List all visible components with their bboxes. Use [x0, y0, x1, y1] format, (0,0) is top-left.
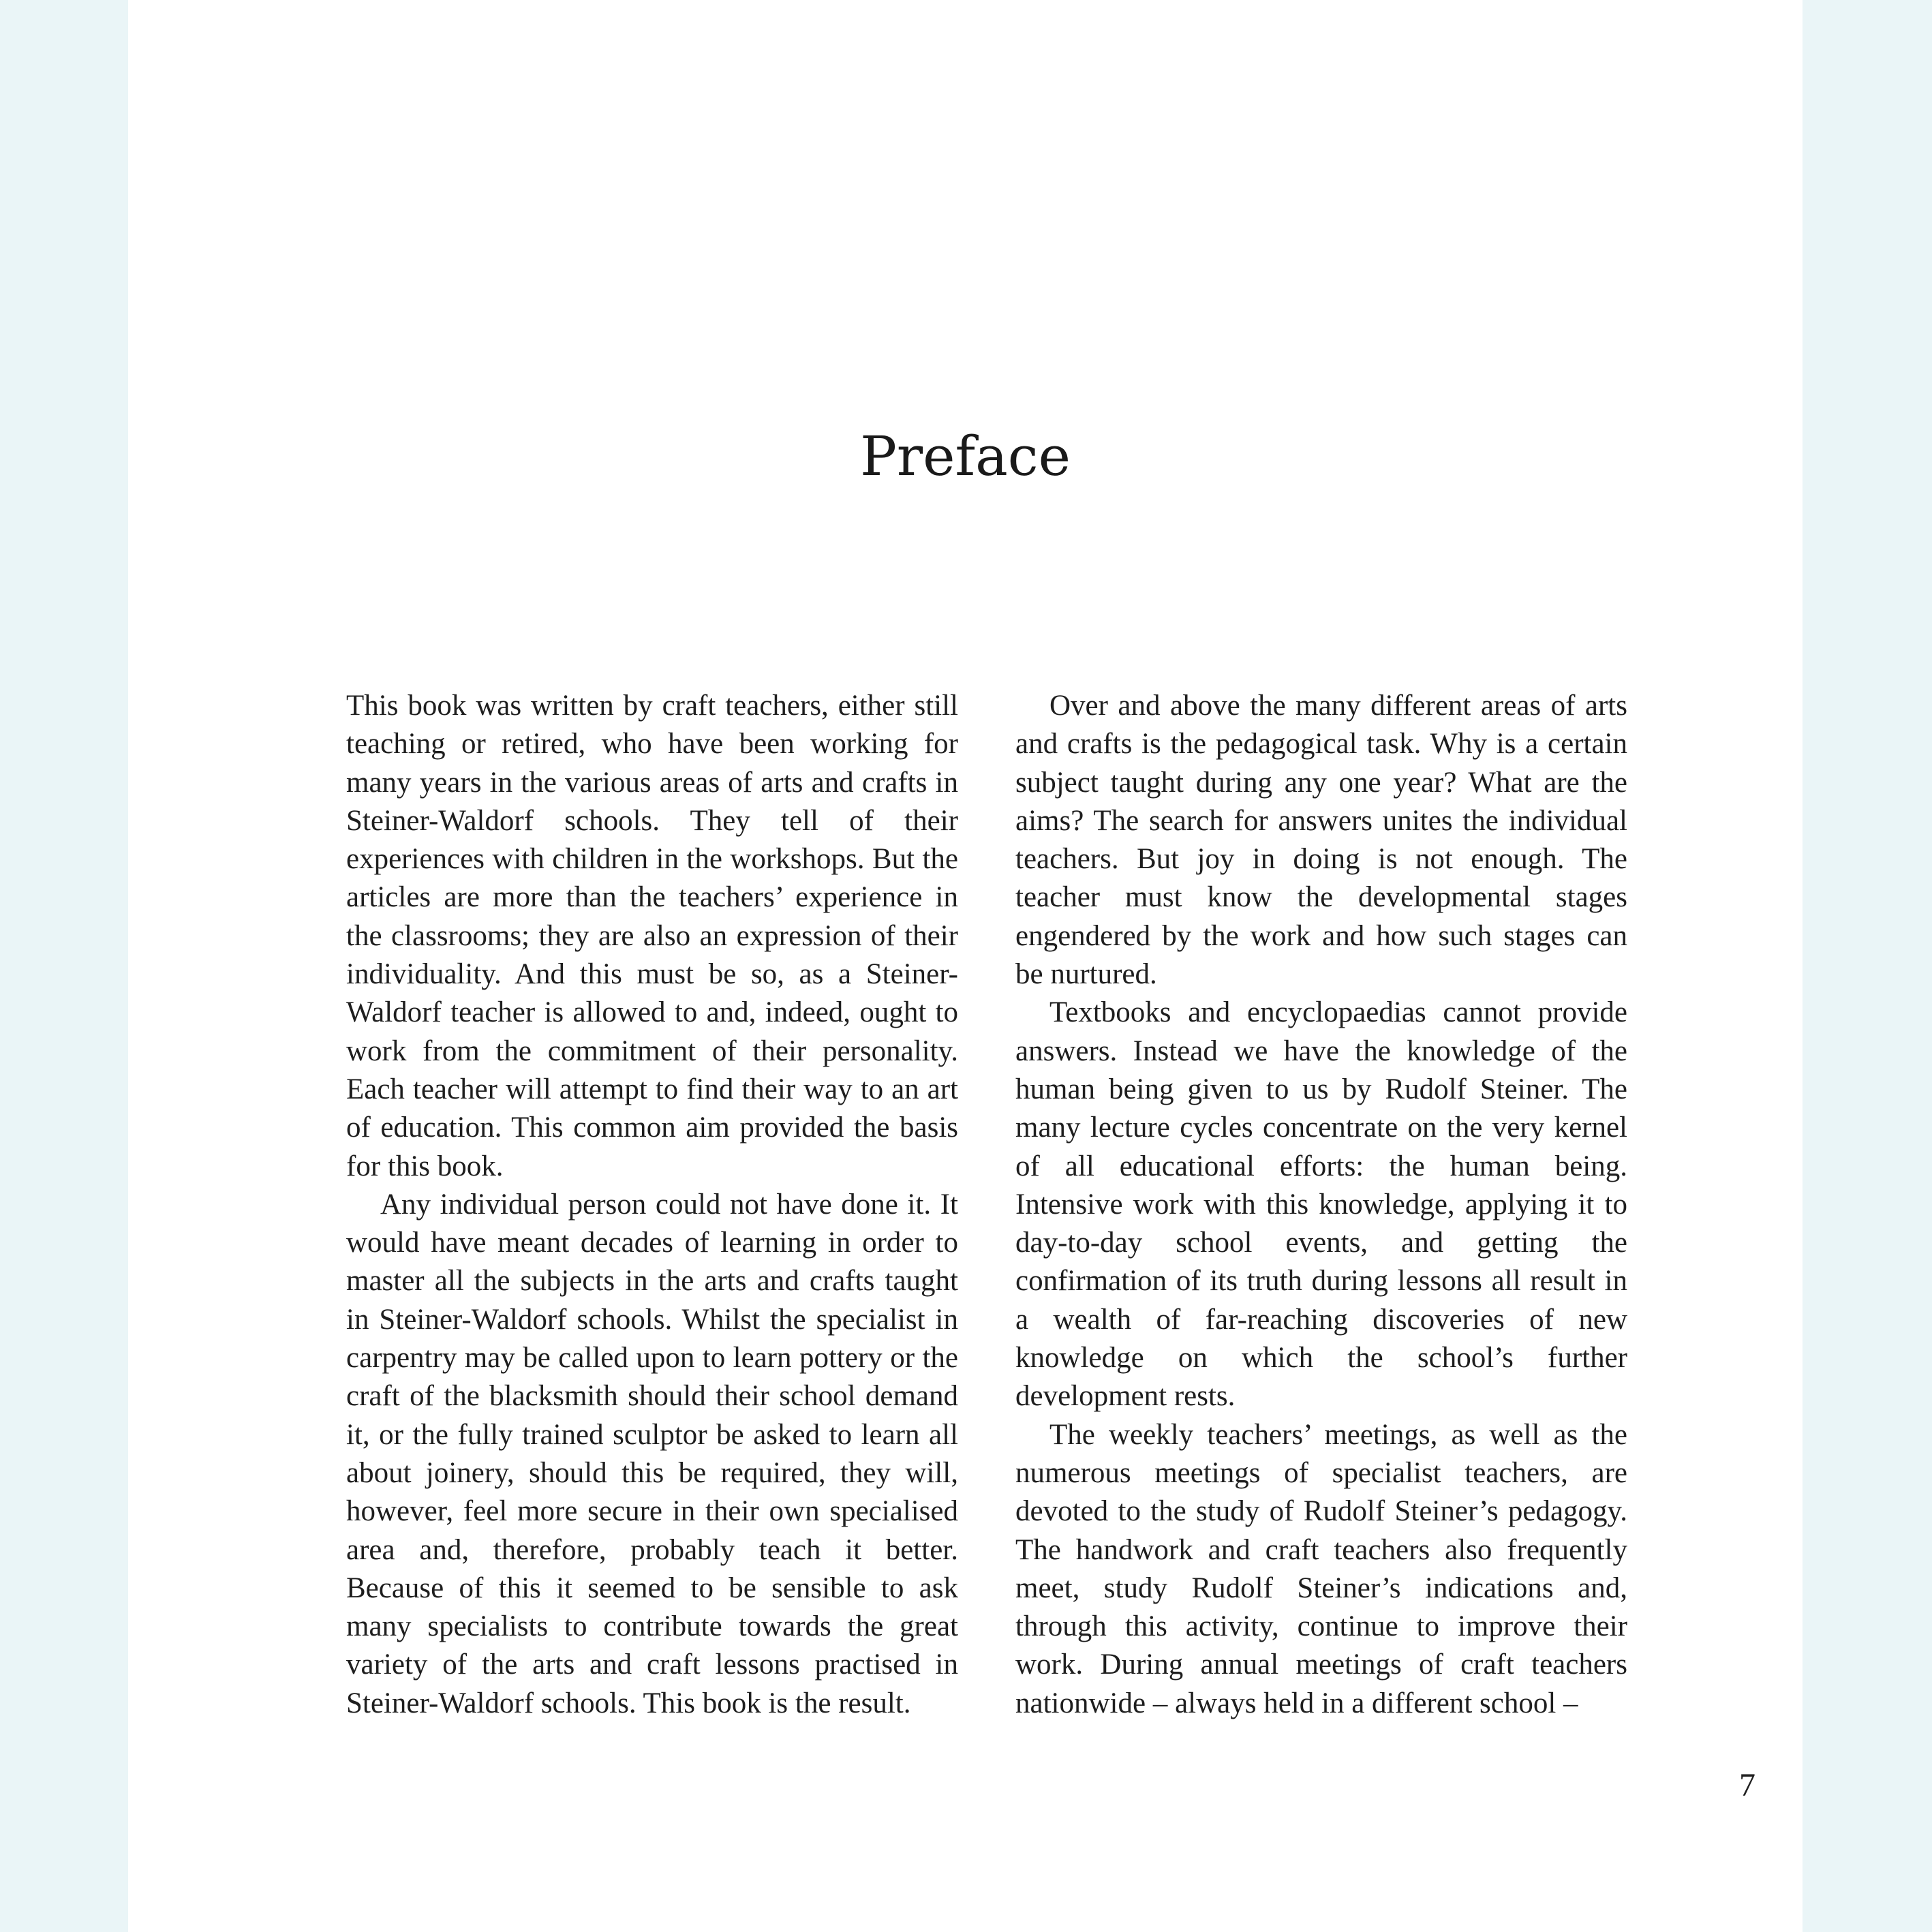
book-page	[128, 0, 1803, 1932]
paragraph: Textbooks and encyclopaedias cannot provide answers. Instead we have the knowledge of the human being given to us by Rudolf Steiner. The many lecture cycles concentrate on the very kernel of all educational efforts: the human being. Intensive work with this knowledge, applying it to day-to-day school events, and getting the confirmation of its truth during lessons all result in a wealth of far-reaching discoveries of new knowledge on which the school’s further development rests.	[1015, 996, 1627, 1413]
left-column	[346, 687, 958, 1723]
page-title: Preface	[860, 425, 1071, 488]
paragraph: Over and above the many different areas of arts and crafts is the pedagogical task. Why is a certain subject taught during any one year? What are the aims? The search for answers unites the individual teachers. But joy in doing is not enough. The teacher must know the developmental stages engendered by the work and how such stages can be nurtured.	[1015, 690, 1627, 991]
paragraph: The weekly teachers’ meetings, as well as the numerous meetings of specialist teachers, are devoted to the study of Rudolf Steiner’s pedagogy. The handwork and craft teachers also frequently meet, study Rudolf Steiner’s indications and, through this activity, continue to improve their work. During annual meetings of craft teachers nationwide – always held in a different school –	[1015, 1418, 1627, 1719]
paragraph: This book was written by craft teachers, either still teaching or retired, who have been working for many years in the various areas of arts and crafts in Steiner-Waldorf schools. They tell of their experiences with children in the workshops. But the articles are more than the teachers’ experience in the classrooms; they are also an expression of their individuality. And this must be so, as a Steiner-Waldorf teacher is allowed to and, indeed, ought to work from the commitment of their personality. Each teacher will attempt to find their way to an art of education. This common aim provided the basis for this book.	[346, 690, 958, 1182]
right-column	[1015, 687, 1627, 1723]
paragraph: Any individual person could not have done it. It would have meant decades of learning in order to master all the subjects in the arts and crafts taught in Steiner-Waldorf schools. Whilst the specialist in carpentry may be called upon to learn pottery or the craft of the blacksmith should their school demand it, or the fully trained sculptor be asked to learn all about joinery, should this be required, they will, however, feel more secure in their own specialised area and, therefore, probably teach it better. Because of this it seemed to be sensible to ask many specialists to contribute towards the great variety of the arts and craft lessons practised in Steiner-Waldorf schools. This book is the result.	[346, 1188, 958, 1719]
page-number: 7	[1739, 1767, 1755, 1803]
